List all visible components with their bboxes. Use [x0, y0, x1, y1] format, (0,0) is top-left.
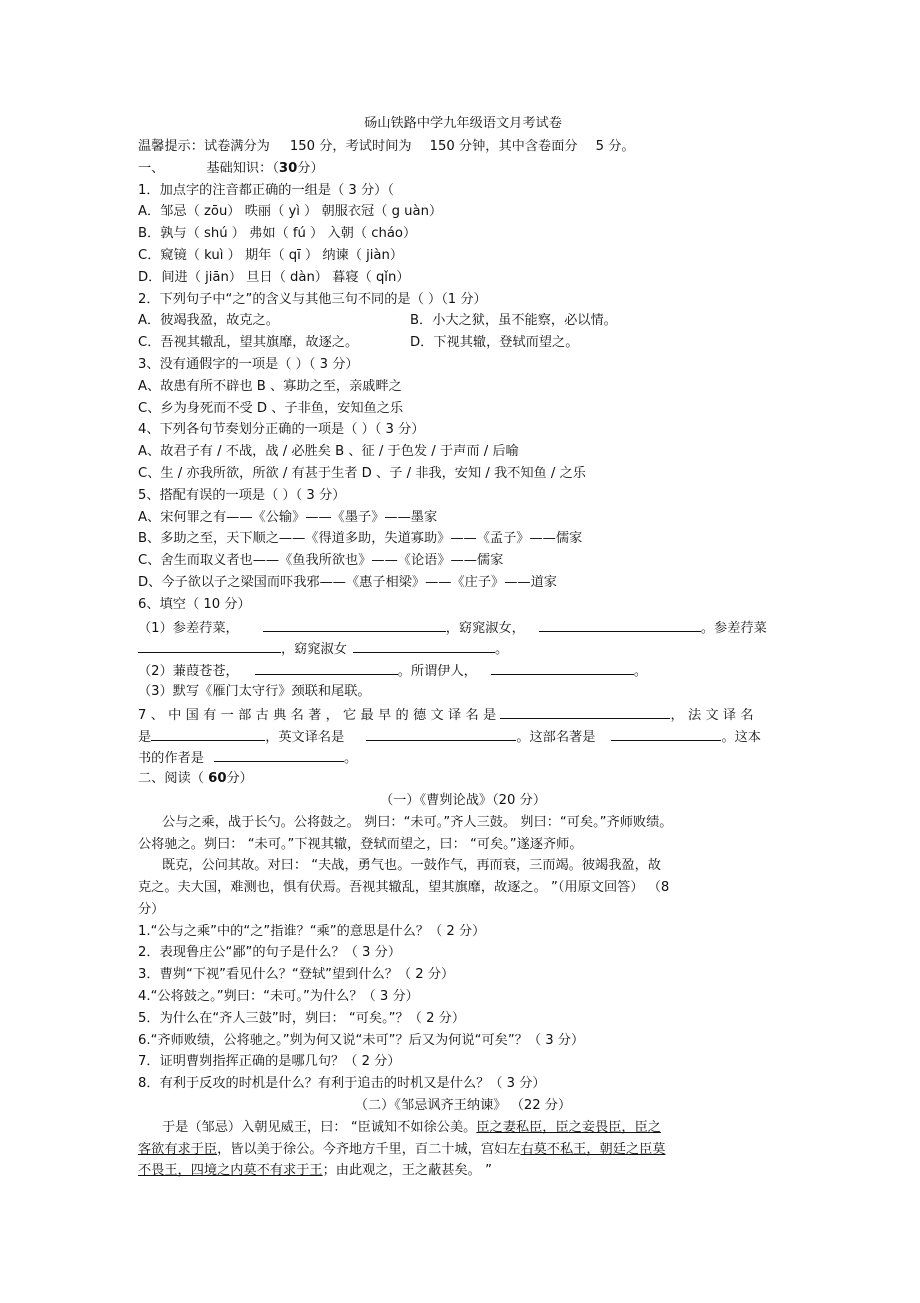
q7-c: 是	[138, 729, 152, 745]
section1-score: 30	[278, 160, 298, 176]
q7-line1	[138, 703, 788, 725]
q7-blank-author[interactable]	[214, 746, 344, 762]
section2-label: 二、阅读（	[138, 771, 209, 787]
q7-blank-book[interactable]	[611, 725, 721, 741]
q6-blank-2[interactable]	[539, 616, 701, 632]
q6-p1d: ，窈窕淑女	[281, 642, 347, 658]
q7-blank-english[interactable]	[366, 725, 516, 741]
reading1-question-7: 7．证明曹刿指挥正确的是哪几句？（ 2 分）	[138, 1054, 401, 1070]
q3-options-ab: A、故患有所不辟也 B 、寡助之至，亲戚畔之	[138, 378, 402, 394]
q2-option-a: A．彼竭我盈，故克之。	[138, 313, 279, 329]
section1-title: 基础知识：（	[206, 160, 279, 176]
q7-line2	[138, 725, 788, 747]
q6-p2b: 。所谓伊人，	[397, 664, 477, 680]
q3-stem: 3、没有通假字的一项是（ ）（ 3 分）	[138, 356, 359, 372]
reading2-p2b: ，皆以美于徐公。今齐地方千里，百二十城，宫妇左	[217, 1141, 521, 1157]
tip-line	[138, 136, 788, 158]
q6-blank-5[interactable]	[255, 659, 398, 675]
reading1-question-2: 2．表现鲁庄公“鄙”的句子是什么？（ 3 分）	[138, 945, 402, 961]
reading2-para3	[138, 1160, 788, 1182]
q6-stem: 6、填空（ 10 分）	[138, 596, 251, 612]
q7-line3	[138, 746, 788, 768]
q7-g: 书的作者是	[138, 751, 204, 767]
q6-part3: （3）默写《雁门太守行》颈联和尾联。	[138, 683, 371, 699]
q7-b: ，法文译名	[670, 707, 758, 723]
reading2-p3a: 不畏王，四境之内莫不有求于王	[138, 1163, 323, 1179]
q6-blank-1[interactable]	[263, 616, 446, 632]
q6-part2	[138, 659, 788, 681]
q6-blank-3[interactable]	[138, 637, 281, 653]
reading1-question-4: 4.“公将鼓之。”刿曰：“未可。”为什么？（ 3 分）	[138, 989, 419, 1005]
section2-close: 分）	[226, 771, 253, 787]
reading1-question-8: 8．有利于反攻的时机是什么？有利于追击的时机又是什么？（ 3 分）	[138, 1076, 546, 1092]
q5-option-d: D、今子欲以子之梁国而吓我邪——《惠子相梁》——《庄子》——道家	[138, 574, 557, 590]
q6-part1-line2	[138, 637, 788, 659]
reading1-para1: 公与之乘，战于长勺。公将鼓之。 刿曰：“未可。”齐人三鼓。 刿曰：“可矣。”齐师败绩。	[162, 814, 673, 830]
reading1-para4: 克之。夫大国，难测也，惧有伏焉。吾视其辙乱，望其旗靡，故逐之。 ”（用原文回答） （8	[138, 880, 670, 896]
tip-prefix: 温馨提示：试卷满分为	[138, 139, 270, 154]
reading1-para5: 分）	[138, 901, 165, 917]
q1-option-c: C．窥镜（ kuì ） 期年（ qī ） 纳谏（ jiàn）	[138, 247, 404, 263]
q1-stem: 1．加点字的注音都正确的一组是（ 3 分）（	[138, 182, 394, 198]
tip-neat: 5 分。	[595, 139, 635, 154]
q4-stem: 4、下列各句节奏划分正确的一项是（ ）（ 3 分）	[138, 422, 425, 438]
reading1-question-5: 5．为什么在“齐人三鼓”时，刿曰： “可矣。”？（ 2 分）	[138, 1010, 466, 1026]
tip-time: 150 分钟，其中含卷面分	[429, 139, 578, 154]
q2-option-d: D．下视其辙，登轼而望之。	[410, 335, 579, 351]
q5-option-b: B、多助之至，天下顺之——《得道多助，失道寡助》——《孟子》——儒家	[138, 531, 583, 547]
q2-option-b: B．小大之狱，虽不能察，必以情。	[410, 313, 617, 329]
q4-options-cd: C、生 / 亦我所欲，所欲 / 有甚于生者 D 、子 / 非我，安知 / 我不知鱼 / 之乐	[138, 465, 586, 481]
reading2-p1b: 臣之妻私臣，臣之妾畏臣，臣之	[476, 1119, 661, 1135]
section1-close: 分）	[297, 160, 324, 176]
q7-f: 。这本	[721, 729, 761, 745]
reading2-title: （二）《邹忌讽齐王纳谏》 （22 分）	[354, 1098, 572, 1114]
tip-score: 150 分，考试时间为	[289, 139, 412, 154]
q6-part1-line1	[138, 616, 788, 638]
q1-option-a: A．邹忌（ zōu） 昳丽（ yì ） 朝服衣冠（ g uàn）	[138, 204, 443, 220]
q2-options-ab	[138, 310, 788, 332]
page-title: 砀山铁路中学九年级语文月考试卷	[364, 116, 562, 131]
q5-option-c: C、舍生而取义者也——《鱼我所欲也》——《论语》——儒家	[138, 553, 504, 569]
q6-p1c: 。参差荇菜	[700, 620, 767, 636]
q7-e: 。这部名著是	[516, 729, 596, 745]
reading1-question-3: 3．曹刿“下视”看见什么？“登轼”望到什么？（ 2 分）	[138, 967, 455, 983]
reading1-question-6: 6.“齐师败绩，公将驰之。”刿为何又说“未可”？后又为何说“可矣”？（ 3 分）	[138, 1032, 585, 1048]
q6-p1b: ，窈窕淑女，	[445, 620, 525, 636]
reading1-para2: 公将驰之。刿曰： “未可。”下视其辙，登轼而望之，曰： “可矣。”遂逐齐师。	[138, 836, 583, 852]
reading1-para3: 既克，公问其故。对曰： “夫战，勇气也。一鼓作气，再而衰，三而竭。彼竭我盈，故	[162, 858, 661, 874]
reading2-para1	[138, 1117, 788, 1139]
exam-paper	[138, 113, 788, 1182]
reading2-p2c: 右莫不私王，朝廷之臣莫	[520, 1141, 666, 1157]
q7-h: 。	[343, 751, 358, 767]
q6-p1e: 。	[494, 642, 509, 658]
q2-options-cd	[138, 332, 788, 354]
q7-d: ，英文译名是	[265, 729, 345, 745]
section2-heading	[138, 768, 788, 790]
reading2-p2a: 客欲有求于臣	[138, 1141, 218, 1157]
q4-options-ab: A、故君子有 / 不战，战 / 必胜矣 B 、征 / 于色发 / 于声而 / 后喻	[138, 444, 519, 460]
q1-option-d: D．间进（ jiān） 旦日（ dàn） 暮寝（ qǐn）	[138, 269, 410, 285]
q5-stem: 5、搭配有误的一项是（ ）（ 3 分）	[138, 487, 346, 503]
q7-blank-german[interactable]	[500, 703, 670, 719]
reading2-p1a: 于是（邹忌）入朝见威王，曰： “臣诚知不如徐公美。	[162, 1119, 477, 1135]
q7-a: 7、中国有一部古典名著，它最早的德文译名是	[138, 707, 501, 723]
q7-blank-french[interactable]	[151, 725, 265, 741]
q5-option-a: A、宋何罪之有——《公输》——《墨子》——墨家	[138, 509, 438, 525]
q6-p2a: （2）蒹葭苍苍，	[138, 664, 239, 680]
q6-p1a: （1）参差荇菜，	[138, 620, 239, 636]
q2-option-c: C．吾视其辙乱，望其旗靡，故逐之。	[138, 335, 359, 351]
reading2-p3b: ；由此观之，王之蔽甚矣。 ”	[322, 1163, 492, 1179]
q6-blank-4[interactable]	[353, 637, 495, 653]
reading1-question-1: 1.“公与之乘”中的“之”指谁？“乘”的意思是什么？（ 2 分）	[138, 923, 486, 939]
q6-blank-6[interactable]	[491, 659, 634, 675]
section1-label: 一、	[138, 160, 165, 176]
q6-p2c: 。	[633, 664, 648, 680]
q3-options-cd: C、乡为身死而不受 D 、子非鱼，安知鱼之乐	[138, 400, 404, 416]
section1-heading	[138, 158, 788, 180]
reading1-title: （一）《曹刿论战》（20 分）	[379, 792, 547, 808]
section2-score: 60	[208, 771, 227, 787]
q1-option-b: B．孰与（ shú ） 弗如（ fú ） 入朝（ cháo）	[138, 226, 417, 242]
reading2-para2	[138, 1139, 788, 1161]
q2-stem: 2．下列句子中“之”的含义与其他三句不同的是（ ）（1 分）	[138, 291, 487, 307]
